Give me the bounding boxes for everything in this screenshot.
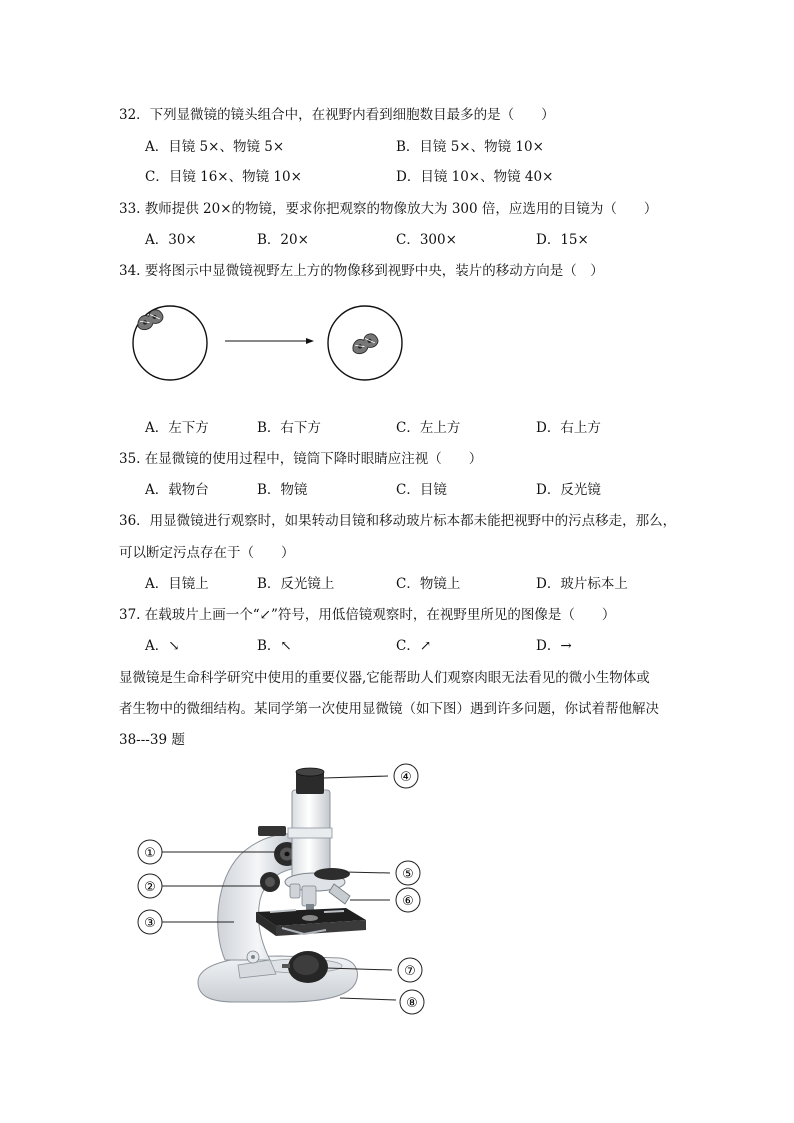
q34-option-d: D．右上方 <box>536 420 601 436</box>
q32-option-a: A．目镜 5×、物镜 5× <box>145 139 285 155</box>
label-4 <box>394 764 418 788</box>
svg-text:④: ④ <box>400 770 412 785</box>
q37-option-d: D．→ <box>536 638 572 654</box>
microscope-field-figure <box>120 295 420 395</box>
q37-option-a: A．↘ <box>145 638 180 654</box>
q34-option-b: B．右下方 <box>257 420 321 436</box>
question-34-stem: 34. 要将图示中显微镜视野左上方的物像移到视野中央，装片的移动方向是（ ） <box>119 263 604 279</box>
q33-option-b: B．20× <box>257 232 309 248</box>
q33-option-d: D．15× <box>536 232 589 248</box>
question-32-stem: 32．下列显微镜的镜头组合中，在视野内看到细胞数目最多的是（ ） <box>119 107 555 123</box>
label-6 <box>396 888 420 912</box>
q32-option-c: C．目镜 16×、物镜 10× <box>145 169 302 185</box>
label-2 <box>138 874 162 898</box>
eyepiece <box>296 768 324 794</box>
question-36-stem-line1: 36．用显微镜进行观察时，如果转动目镜和移动玻片标本都未能把视野中的污点移走，那么， <box>119 513 677 529</box>
question-33-stem: 33. 教师提供 20×的物镜，要求你把观察的物像放大为 300 倍，应选用的目镜为（ ） <box>119 201 658 217</box>
q33-option-a: A．30× <box>145 232 197 248</box>
fine-adjustment-knob <box>260 872 280 892</box>
q33-option-c: C．300× <box>396 232 457 248</box>
q35-option-c: C．目镜 <box>396 482 447 498</box>
label-3 <box>138 910 162 934</box>
q35-option-b: B．物镜 <box>257 482 308 498</box>
q36-option-d: D．玻片标本上 <box>536 576 628 592</box>
q36-option-a: A．目镜上 <box>145 576 209 592</box>
q35-option-a: A．载物台 <box>145 482 209 498</box>
move-arrow-head <box>306 338 314 344</box>
microscope-base <box>198 956 357 1002</box>
label-plate <box>258 826 286 836</box>
microscope-stage <box>256 908 366 936</box>
intro-line-2: 者生物中的微细结构。某同学第一次使用显微镜（如下图）遇到许多问题，你试着帮他解决 <box>119 701 659 717</box>
q36-option-c: C．物镜上 <box>396 576 461 592</box>
question-37-stem: 37. 在载玻片上画一个“↙”符号，用低倍镜观察时，在视野里所见的图像是（ ） <box>119 607 616 623</box>
label-5 <box>396 861 420 885</box>
q37-option-c: C．↗ <box>396 638 432 654</box>
microscope-diagram <box>120 760 440 1020</box>
intro-line-3: 38---39 题 <box>119 732 185 748</box>
label-7 <box>398 958 422 982</box>
q35-option-d: D．反光镜 <box>536 482 601 498</box>
svg-text:③: ③ <box>144 916 156 931</box>
svg-text:②: ② <box>144 880 156 895</box>
q36-option-b: B．反光镜上 <box>257 576 335 592</box>
svg-text:⑧: ⑧ <box>406 996 418 1011</box>
label-8 <box>400 990 424 1014</box>
svg-text:⑥: ⑥ <box>402 894 414 909</box>
intro-line-1: 显微镜是生命科学研究中使用的重要仪器,它能帮助人们观察肉眼无法看见的微小生物体或 <box>119 670 650 686</box>
microscope-tube <box>288 790 332 882</box>
q32-option-d: D．目镜 10×、物镜 40× <box>396 169 554 185</box>
svg-text:⑦: ⑦ <box>404 964 416 979</box>
question-36-stem-line2: 可以断定污点存在于（ ） <box>119 545 295 561</box>
q34-option-a: A．左下方 <box>145 420 209 436</box>
svg-text:①: ① <box>144 846 156 861</box>
label-1 <box>138 840 162 864</box>
svg-text:⑤: ⑤ <box>402 867 414 882</box>
q32-option-b: B．目镜 5×、物镜 10× <box>396 139 544 155</box>
q34-option-c: C．左上方 <box>396 420 461 436</box>
question-35-stem: 35. 在显微镜的使用过程中，镜筒下降时眼睛应注视（ ） <box>119 451 483 467</box>
q37-option-b: B．↖ <box>257 638 292 654</box>
